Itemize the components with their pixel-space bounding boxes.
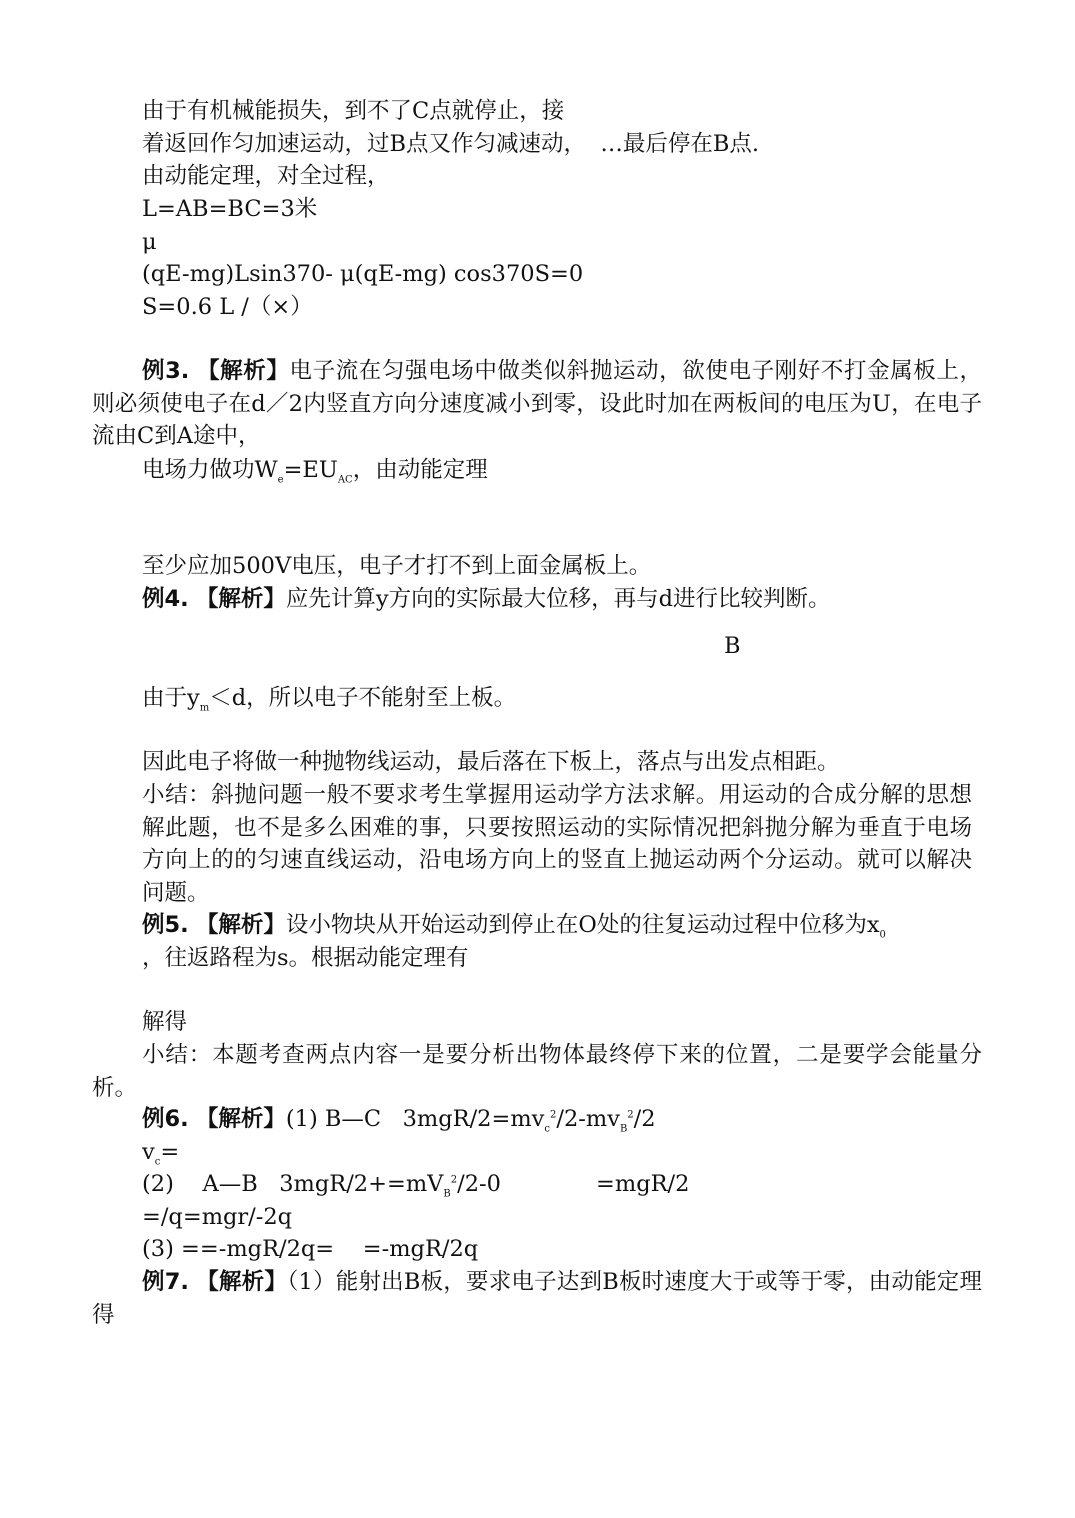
text-line: 由于$y_m<d$，所以电子不能射至上板。 [142,685,517,714]
example-5-paragraph: 例5. 【解析】设小物块从开始运动到停止在O处的往复运动过程中位移为$x_0$ ，往返路程为s。根据动能定理有 [142,912,886,971]
analysis-tag: 【解析】 [196,1269,288,1295]
example-7-paragraph: 例7. 【解析】（1）能射出B板，要求电子达到B板时速度大于或等于零，由动能定理得 [92,1269,982,1328]
example-3-paragraph [92,355,982,453]
equation-line: S=0.6 L /（×） [142,294,313,320]
text-line: 由动能定理，对全过程， [142,163,390,189]
equation-fragment: =mgR/2 [596,1171,690,1197]
equation-line: (3) ==-mgR/2q= =-mgR/2q [142,1236,479,1262]
example-label: 例6. [142,1106,189,1132]
text-line: 电场力做功$W_e=EU_{AC}$，由动能定理 [142,457,488,486]
text-line: 由于有机械能损失，到不了C点就停止，接 [142,98,565,124]
equation-line: $v_c=$ [142,1139,180,1168]
example-4-heading: 例4. 【解析】应先计算y方向的实际最大位移，再与d进行比较判断。 [142,586,831,612]
label-b: B [724,633,741,659]
text-line: 着返回作匀加速运动，过B点又作匀减速动， …最后停在B点. [142,131,760,157]
example-label: 例5. [142,912,189,938]
example-6-heading: 例6. 【解析】(1) B—C $3mgR/2=mv_c^2/2-mv_B^2/2$ [142,1106,656,1135]
equation-line: (qE-mg)Lsin370- μ(qE-mg) cos370S=0 [142,261,584,287]
example-label: 例7. [142,1269,189,1295]
text-line: 解得 [142,1009,188,1035]
analysis-tag: 【解析】 [195,912,286,938]
equation-line: =/q=mgr/-2q [142,1204,293,1230]
analysis-tag: 【解析】 [195,1106,286,1132]
equation-line: (2) A—B $3mgR/2+=mV_B^2/2-0$ [142,1171,501,1200]
example-label: 例4. [142,586,189,612]
example-label: 例3. [142,358,190,384]
summary-paragraph: 小结：本题考查两点内容一是要分析出物体最终停下来的位置，二是要学会能量分析。 [92,1042,982,1101]
analysis-tag: 【解析】 [195,586,286,612]
text-line: L=AB=BC=3米 [142,196,318,222]
text-line: 至少应加500V电压，电子才打不到上面金属板上。 [142,553,652,579]
analysis-tag: 【解析】 [197,358,290,384]
summary-paragraph: 小结：斜抛问题一般不要求考生掌握用运动学方法求解。用运动的合成分解的思想解此题，也不是多么困难的事，只要按照运动的实际情况把斜抛分解为垂直于电场方向上的的匀速直线运动，沿电场方向上的竖直上抛运动两个分运动。就可以解决问题。 [142,782,972,906]
example-text: 电子流在匀强电场中做类似斜抛运动，欲使电子刚好不打金属板上，则必须使电子在d／2内竖直方向分速度减小到零，设此时加在两板间的电压为U，在电子流由C到A途中， [92,358,982,449]
text-line: 因此电子将做一种抛物线运动，最后落在下板上，落点与出发点相距。 [142,749,840,775]
text-line: μ [142,229,157,255]
